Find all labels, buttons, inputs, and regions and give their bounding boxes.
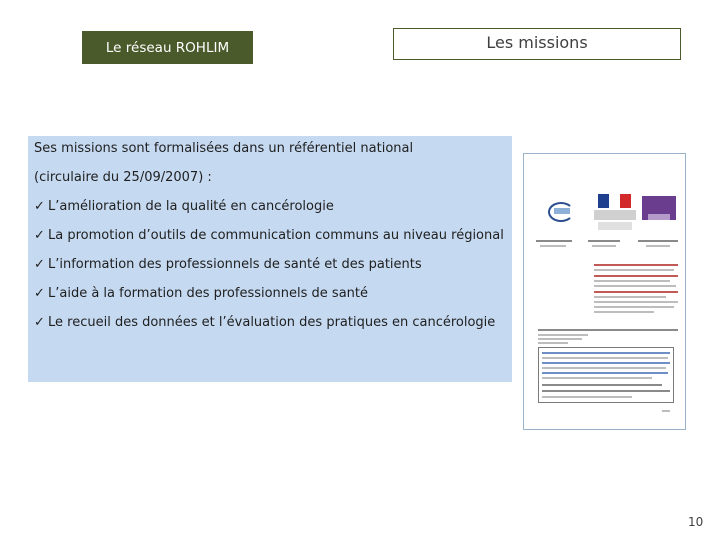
intro-line-2: (circulaire du 25/09/2007) : xyxy=(34,170,212,185)
missions-text-box xyxy=(28,136,512,382)
mission-bullet xyxy=(34,227,506,245)
slide-title-missions xyxy=(393,28,681,60)
mission-bullet xyxy=(34,314,506,332)
slide-title-label: Les missions xyxy=(486,33,588,52)
checkmark-icon: ✓ xyxy=(34,199,45,214)
section-tag-reseau-label: Le réseau ROHLIM xyxy=(105,39,230,56)
flag-stripe xyxy=(620,194,631,208)
mission-bullet-text: L’information des professionnels de santé et des patients xyxy=(48,257,422,272)
mission-bullet-text: La promotion d’outils de communication communs au niveau régional xyxy=(48,228,504,243)
mission-bullet xyxy=(34,256,506,274)
mission-bullet-text: Le recueil des données et l’évaluation des pratiques en cancérologie xyxy=(48,315,496,330)
mission-bullet-text: L’amélioration de la qualité en cancérologie xyxy=(48,199,334,214)
checkmark-icon: ✓ xyxy=(34,315,45,330)
checkmark-icon: ✓ xyxy=(34,228,45,243)
summary-frame xyxy=(538,347,674,403)
republique-flag-icon xyxy=(598,194,631,208)
flag-stripe xyxy=(609,194,620,208)
checkmark-icon: ✓ xyxy=(34,286,45,301)
intro-line-1: Ses missions sont formalisées dans un référentiel national xyxy=(34,141,414,156)
mission-bullet-text: L’aide à la formation des professionnels de santé xyxy=(48,286,369,301)
flag-stripe xyxy=(598,194,609,208)
page-number: 10 xyxy=(688,515,704,529)
circulaire-document-thumbnail xyxy=(523,153,686,430)
section-tag-reseau xyxy=(82,31,253,64)
checkmark-icon: ✓ xyxy=(34,257,45,272)
mission-bullet xyxy=(34,198,506,216)
mission-bullet xyxy=(34,285,506,303)
